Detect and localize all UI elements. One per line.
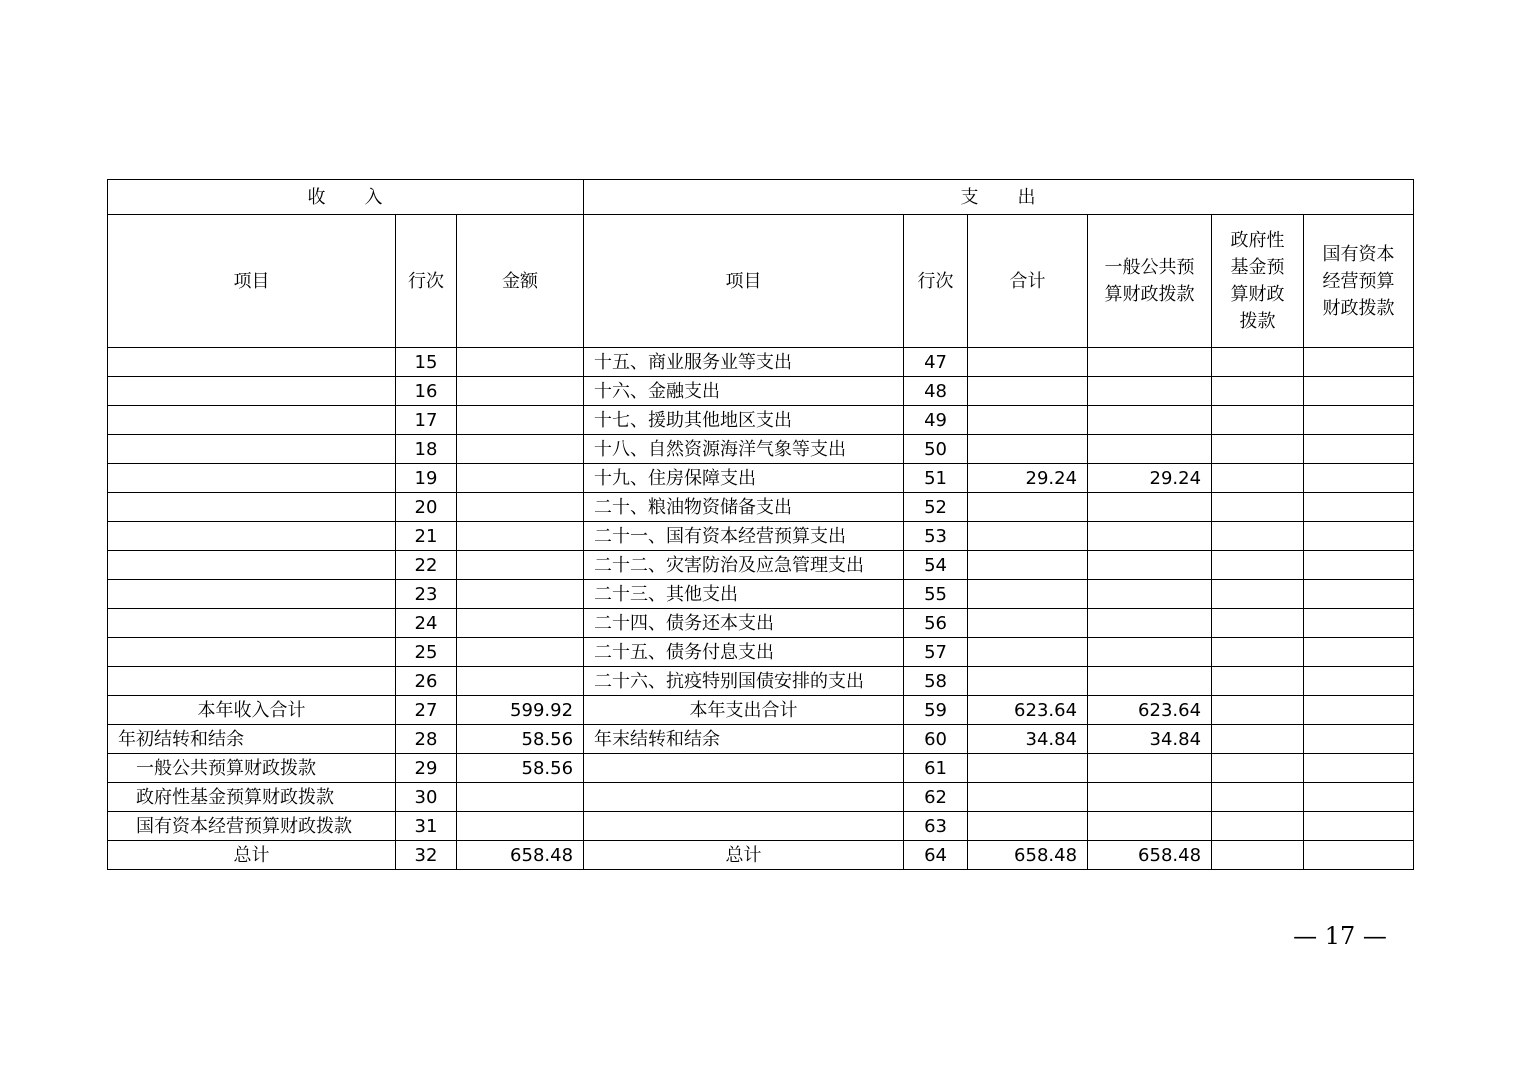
expense-state-cell <box>1304 377 1414 406</box>
expense-total-cell <box>968 377 1088 406</box>
income-line-cell: 24 <box>396 609 457 638</box>
expense-general-cell <box>1088 493 1212 522</box>
carry-in-general-amount: 58.56 <box>457 754 584 783</box>
expense-fund-cell <box>1212 638 1304 667</box>
empty-cell <box>1212 841 1304 870</box>
expense-item-cell: 二十三、其他支出 <box>584 580 904 609</box>
expense-general-cell <box>1088 377 1212 406</box>
empty-cell <box>1088 783 1212 812</box>
expense-item-cell: 二十二、灾害防治及应急管理支出 <box>584 551 904 580</box>
expense-total-cell <box>968 667 1088 696</box>
expense-line-cell: 50 <box>904 435 968 464</box>
expense-item-cell: 十七、援助其他地区支出 <box>584 406 904 435</box>
expense-line-cell: 48 <box>904 377 968 406</box>
empty-cell <box>584 812 904 841</box>
income-amount-cell <box>457 551 584 580</box>
income-item-cell <box>108 435 396 464</box>
table-row <box>108 464 1414 493</box>
carry-out-total: 34.84 <box>968 725 1088 754</box>
income-item-cell <box>108 377 396 406</box>
col-expense-state: 国有资本经营预算财政拨款 <box>1304 215 1414 348</box>
expense-total-cell <box>968 348 1088 377</box>
table-row <box>108 522 1414 551</box>
income-line-cell: 25 <box>396 638 457 667</box>
carry-in-line: 28 <box>396 725 457 754</box>
year-expense-general: 623.64 <box>1088 696 1212 725</box>
expense-total-cell <box>968 522 1088 551</box>
table-row <box>108 841 1414 870</box>
expense-item-cell: 二十一、国有资本经营预算支出 <box>584 522 904 551</box>
expense-fund-cell <box>1212 522 1304 551</box>
income-amount-cell <box>457 435 584 464</box>
empty-cell <box>584 754 904 783</box>
carry-in-state-label: 国有资本经营预算财政拨款 <box>108 812 396 841</box>
income-item-cell <box>108 348 396 377</box>
empty-cell <box>1212 696 1304 725</box>
expense-general-cell <box>1088 435 1212 464</box>
col-income-line: 行次 <box>396 215 457 348</box>
income-amount-cell <box>457 377 584 406</box>
empty-cell <box>968 783 1088 812</box>
table-row <box>108 812 1414 841</box>
grand-expense-general: 658.48 <box>1088 841 1212 870</box>
carry-out-63-line: 63 <box>904 812 968 841</box>
income-amount-cell <box>457 522 584 551</box>
income-item-cell <box>108 667 396 696</box>
table-row <box>108 493 1414 522</box>
table-row <box>108 725 1414 754</box>
expense-fund-cell <box>1212 609 1304 638</box>
year-income-label: 本年收入合计 <box>108 696 396 725</box>
expense-state-cell <box>1304 638 1414 667</box>
table-row <box>108 348 1414 377</box>
expense-line-cell: 54 <box>904 551 968 580</box>
carry-in-general-line: 29 <box>396 754 457 783</box>
table-row <box>108 754 1414 783</box>
carry-in-fund-amount <box>457 783 584 812</box>
expense-general-cell <box>1088 580 1212 609</box>
expense-state-cell <box>1304 609 1414 638</box>
expense-general-cell <box>1088 551 1212 580</box>
expense-line-cell: 47 <box>904 348 968 377</box>
col-income-amount: 金额 <box>457 215 584 348</box>
expense-line-cell: 52 <box>904 493 968 522</box>
expense-total-cell <box>968 435 1088 464</box>
expense-state-cell <box>1304 667 1414 696</box>
carry-in-label: 年初结转和结余 <box>108 725 396 754</box>
header-row-columns <box>108 215 1414 348</box>
income-amount-cell <box>457 609 584 638</box>
expense-general-cell <box>1088 667 1212 696</box>
carry-out-line: 60 <box>904 725 968 754</box>
income-line-cell: 26 <box>396 667 457 696</box>
expense-state-cell <box>1304 551 1414 580</box>
income-line-cell: 17 <box>396 406 457 435</box>
expense-fund-cell <box>1212 348 1304 377</box>
income-amount-cell <box>457 580 584 609</box>
carry-in-state-amount <box>457 812 584 841</box>
income-item-cell <box>108 493 396 522</box>
year-expense-line: 59 <box>904 696 968 725</box>
expense-item-cell: 二十、粮油物资储备支出 <box>584 493 904 522</box>
year-expense-total: 623.64 <box>968 696 1088 725</box>
empty-cell <box>1304 783 1414 812</box>
income-item-cell <box>108 522 396 551</box>
income-item-cell <box>108 580 396 609</box>
empty-cell <box>1304 725 1414 754</box>
year-income-amount: 599.92 <box>457 696 584 725</box>
empty-cell <box>1088 812 1212 841</box>
income-amount-cell <box>457 406 584 435</box>
empty-cell <box>1304 696 1414 725</box>
income-line-cell: 23 <box>396 580 457 609</box>
income-item-cell <box>108 551 396 580</box>
carry-in-fund-label: 政府性基金预算财政拨款 <box>108 783 396 812</box>
expense-fund-cell <box>1212 435 1304 464</box>
empty-cell <box>1304 812 1414 841</box>
income-line-cell: 16 <box>396 377 457 406</box>
expense-total-cell <box>968 551 1088 580</box>
expense-item-cell: 二十四、债务还本支出 <box>584 609 904 638</box>
col-expense-general: 一般公共预算财政拨款 <box>1088 215 1212 348</box>
table-row <box>108 406 1414 435</box>
income-line-cell: 18 <box>396 435 457 464</box>
income-amount-cell <box>457 638 584 667</box>
expense-state-cell <box>1304 493 1414 522</box>
empty-cell <box>1212 725 1304 754</box>
expense-item-cell: 十六、金融支出 <box>584 377 904 406</box>
empty-cell <box>968 754 1088 783</box>
income-item-cell <box>108 464 396 493</box>
expense-general-cell: 29.24 <box>1088 464 1212 493</box>
col-expense-total: 合计 <box>968 215 1088 348</box>
expense-general-cell <box>1088 522 1212 551</box>
expense-total-cell <box>968 609 1088 638</box>
table-row <box>108 580 1414 609</box>
income-item-cell <box>108 406 396 435</box>
expense-fund-cell <box>1212 667 1304 696</box>
income-amount-cell <box>457 493 584 522</box>
grand-expense-label: 总计 <box>584 841 904 870</box>
year-income-line: 27 <box>396 696 457 725</box>
expense-item-cell: 二十六、抗疫特别国债安排的支出 <box>584 667 904 696</box>
expense-state-cell <box>1304 406 1414 435</box>
table-row <box>108 667 1414 696</box>
empty-cell <box>1212 812 1304 841</box>
table-row <box>108 609 1414 638</box>
income-item-cell <box>108 638 396 667</box>
empty-cell <box>1304 841 1414 870</box>
empty-cell <box>1088 754 1212 783</box>
expense-general-cell <box>1088 638 1212 667</box>
expense-line-cell: 49 <box>904 406 968 435</box>
grand-expense-total: 658.48 <box>968 841 1088 870</box>
income-line-cell: 20 <box>396 493 457 522</box>
income-amount-cell <box>457 667 584 696</box>
col-expense-fund: 政府性基金预算财政拨款 <box>1212 215 1304 348</box>
expense-general-cell <box>1088 406 1212 435</box>
expense-total-cell <box>968 493 1088 522</box>
page-number: — 17 — <box>1293 922 1387 950</box>
empty-cell <box>1304 754 1414 783</box>
income-line-cell: 21 <box>396 522 457 551</box>
carry-in-state-line: 31 <box>396 812 457 841</box>
table-row <box>108 551 1414 580</box>
expense-state-cell <box>1304 435 1414 464</box>
expense-fund-cell <box>1212 580 1304 609</box>
empty-cell <box>1212 754 1304 783</box>
expense-section-header: 支 出 <box>584 180 1414 215</box>
carry-in-fund-line: 30 <box>396 783 457 812</box>
carry-out-label: 年末结转和结余 <box>584 725 904 754</box>
expense-item-cell: 十八、自然资源海洋气象等支出 <box>584 435 904 464</box>
expense-line-cell: 56 <box>904 609 968 638</box>
col-expense-item: 项目 <box>584 215 904 348</box>
expense-fund-cell <box>1212 464 1304 493</box>
expense-state-cell <box>1304 348 1414 377</box>
expense-line-cell: 51 <box>904 464 968 493</box>
grand-expense-line: 64 <box>904 841 968 870</box>
table-row <box>108 696 1414 725</box>
income-item-cell <box>108 609 396 638</box>
year-expense-label: 本年支出合计 <box>584 696 904 725</box>
grand-income-label: 总计 <box>108 841 396 870</box>
grand-income-line: 32 <box>396 841 457 870</box>
expense-line-cell: 53 <box>904 522 968 551</box>
budget-table <box>107 179 1414 870</box>
expense-total-cell <box>968 406 1088 435</box>
empty-cell <box>1212 783 1304 812</box>
expense-item-cell: 二十五、债务付息支出 <box>584 638 904 667</box>
table-row <box>108 783 1414 812</box>
expense-line-cell: 57 <box>904 638 968 667</box>
expense-line-cell: 55 <box>904 580 968 609</box>
income-section-header: 收 入 <box>108 180 584 215</box>
expense-state-cell <box>1304 580 1414 609</box>
carry-in-amount: 58.56 <box>457 725 584 754</box>
carry-out-general: 34.84 <box>1088 725 1212 754</box>
income-amount-cell <box>457 348 584 377</box>
col-expense-line: 行次 <box>904 215 968 348</box>
expense-total-cell: 29.24 <box>968 464 1088 493</box>
table-row <box>108 435 1414 464</box>
expense-fund-cell <box>1212 551 1304 580</box>
expense-fund-cell <box>1212 377 1304 406</box>
col-income-item: 项目 <box>108 215 396 348</box>
income-line-cell: 19 <box>396 464 457 493</box>
empty-cell <box>584 783 904 812</box>
expense-fund-cell <box>1212 493 1304 522</box>
expense-fund-cell <box>1212 406 1304 435</box>
income-line-cell: 15 <box>396 348 457 377</box>
expense-state-cell <box>1304 464 1414 493</box>
income-line-cell: 22 <box>396 551 457 580</box>
carry-out-61-line: 61 <box>904 754 968 783</box>
table-row <box>108 377 1414 406</box>
expense-general-cell <box>1088 609 1212 638</box>
table-row <box>108 638 1414 667</box>
carry-out-62-line: 62 <box>904 783 968 812</box>
expense-line-cell: 58 <box>904 667 968 696</box>
expense-total-cell <box>968 638 1088 667</box>
income-amount-cell <box>457 464 584 493</box>
grand-income-amount: 658.48 <box>457 841 584 870</box>
expense-state-cell <box>1304 522 1414 551</box>
expense-total-cell <box>968 580 1088 609</box>
expense-item-cell: 十五、商业服务业等支出 <box>584 348 904 377</box>
header-row-sections <box>108 180 1414 215</box>
expense-item-cell: 十九、住房保障支出 <box>584 464 904 493</box>
expense-general-cell <box>1088 348 1212 377</box>
carry-in-general-label: 一般公共预算财政拨款 <box>108 754 396 783</box>
empty-cell <box>968 812 1088 841</box>
